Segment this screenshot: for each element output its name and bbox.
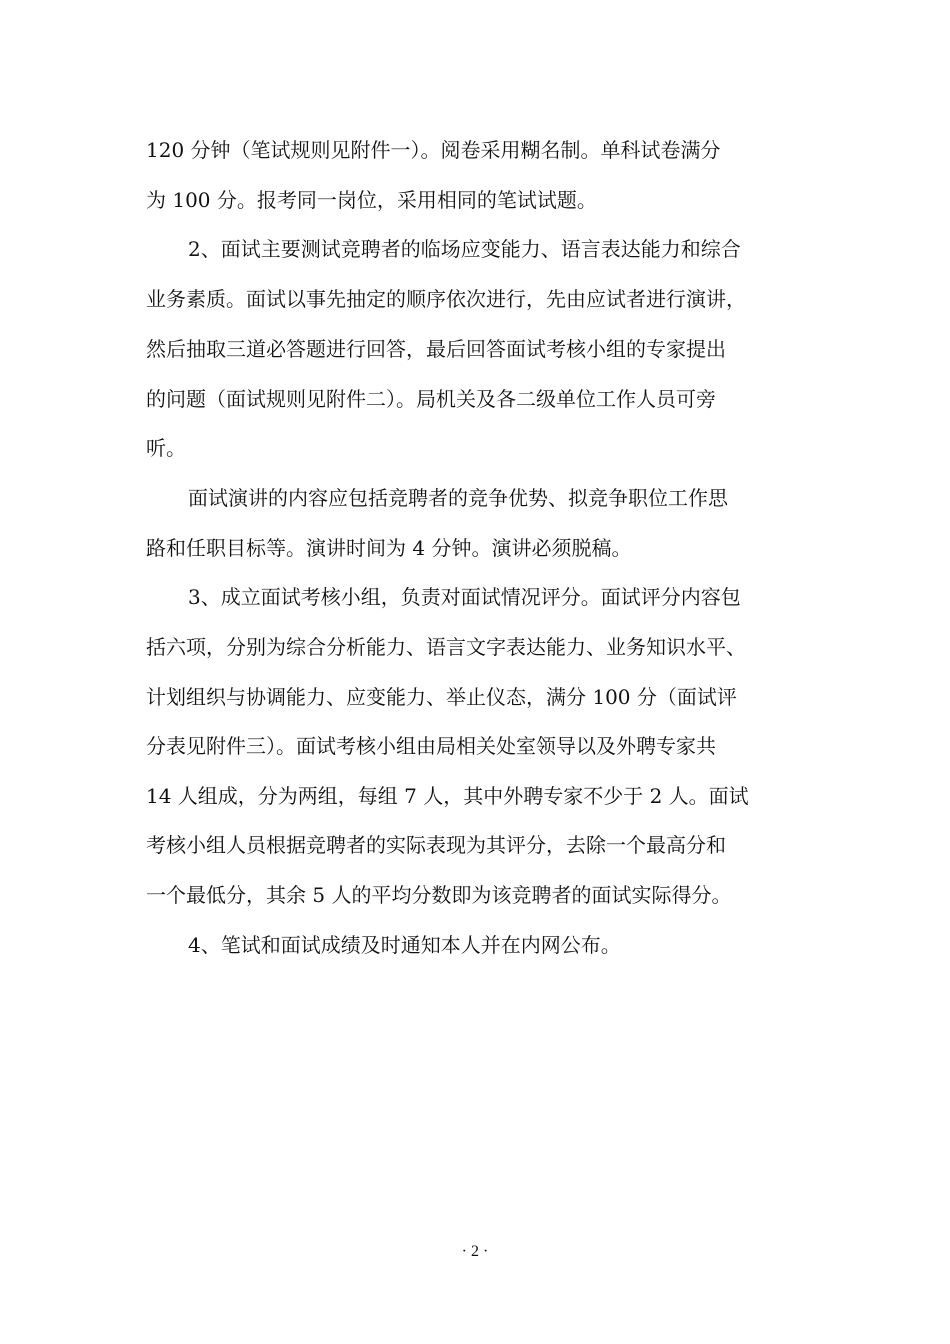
paragraph-written-exam-line-2: 为 100 分。报考同一岗位，采用相同的笔试试题。 bbox=[146, 188, 597, 212]
paragraph-interview-line-3: 然后抽取三道必答题进行回答，最后回答面试考核小组的专家提出 bbox=[146, 337, 726, 361]
paragraph-panel-line-4: 分表见附件三）。面试考核小组由局相关处室领导以及外聘专家共 bbox=[146, 734, 716, 758]
paragraph-panel-line-6: 考核小组人员根据竞聘者的实际表现为其评分，去除一个最高分和 bbox=[146, 833, 726, 857]
paragraph-interview-line-2: 业务素质。面试以事先抽定的顺序依次进行，先由应试者进行演讲， bbox=[146, 287, 746, 311]
paragraph-results-line-1: 4、笔试和面试成绩及时通知本人并在内网公布。 bbox=[188, 933, 621, 957]
paragraph-written-exam-line-1: 120 分钟（笔试规则见附件一）。阅卷采用糊名制。单科试卷满分 bbox=[146, 138, 721, 162]
paragraph-speech-line-2: 路和任职目标等。演讲时间为 4 分钟。演讲必须脱稿。 bbox=[146, 536, 632, 560]
paragraph-panel-line-5: 14 人组成，分为两组，每组 7 人，其中外聘专家不少于 2 人。面试 bbox=[146, 784, 749, 808]
paragraph-interview-line-4: 的问题（面试规则见附件二）。局机关及各二级单位工作人员可旁 bbox=[146, 387, 716, 411]
page-number: · 2 · bbox=[461, 1243, 489, 1260]
paragraph-speech-line-1: 面试演讲的内容应包括竞聘者的竞争优势、拟竞争职位工作思 bbox=[188, 486, 728, 510]
paragraph-panel-line-2: 括六项，分别为综合分析能力、语言文字表达能力、业务知识水平、 bbox=[146, 635, 746, 659]
paragraph-interview-line-1: 2、面试主要测试竞聘者的临场应变能力、语言表达能力和综合 bbox=[188, 237, 741, 261]
paragraph-panel-line-7: 一个最低分，其余 5 人的平均分数即为该竞聘者的面试实际得分。 bbox=[146, 883, 732, 907]
paragraph-interview-line-5: 听。 bbox=[146, 436, 186, 460]
paragraph-panel-line-1: 3、成立面试考核小组，负责对面试情况评分。面试评分内容包 bbox=[188, 585, 741, 609]
paragraph-panel-line-3: 计划组织与协调能力、应变能力、举止仪态，满分 100 分（面试评 bbox=[146, 685, 737, 709]
